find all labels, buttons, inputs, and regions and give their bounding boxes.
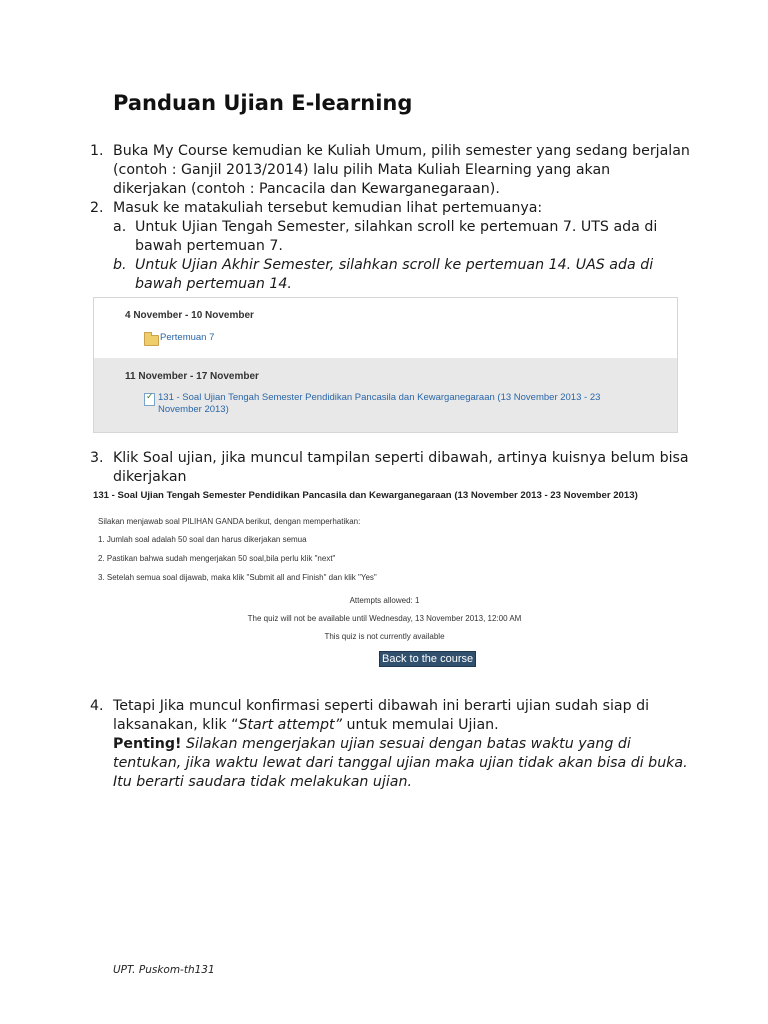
quiz-rule-1: 1. Jumlah soal adalah 50 soal dan harus dikerjakan semua xyxy=(98,535,307,544)
page-title: Panduan Ujian E-learning xyxy=(113,91,413,115)
step-3-line-1: Klik Soal ujian, jika muncul tampilan seperti dibawah, artinya kuisnya belum bisa xyxy=(113,450,689,466)
quiz-intro: Silakan menjawab soal PILIHAN GANDA berikut, dengan memperhatikan: xyxy=(98,517,361,526)
quiz-heading: 131 - Soal Ujian Tengah Semester Pendidikan Pancasila dan Kewarganegaraan (13 November 2013 - 23 November 2013) xyxy=(93,490,638,501)
quiz-link-line-2[interactable]: November 2013) xyxy=(158,404,229,415)
folder-icon xyxy=(144,335,159,346)
step-2b-line-2: bawah pertemuan 14. xyxy=(135,276,292,292)
back-to-course-button[interactable]: Back to the course xyxy=(379,651,476,667)
week-section-2 xyxy=(94,358,677,432)
step-2a-line-2: bawah pertemuan 7. xyxy=(135,238,283,254)
course-screenshot xyxy=(93,297,678,433)
step-4-line-2-post: untuk memulai Ujian. xyxy=(341,717,499,733)
attempts-allowed: Attempts allowed: 1 xyxy=(349,596,420,605)
pertemuan-7-link[interactable]: Pertemuan 7 xyxy=(160,332,215,343)
page-footer: UPT. Puskom-th131 xyxy=(113,964,215,976)
step-2-number: 2. xyxy=(90,200,104,216)
week-section-1 xyxy=(94,298,677,359)
step-2a-line-1: Untuk Ujian Tengah Semester, silahkan scroll ke pertemuan 7. UTS ada di xyxy=(135,219,658,235)
quiz-screenshot xyxy=(93,487,676,672)
step-1-line-2: (contoh : Ganjil 2013/2014) lalu pilih Mata Kuliah Elearning yang akan xyxy=(113,162,611,178)
step-1-line-3: dikerjakan (contoh : Pancacila dan Kewarganegaraan). xyxy=(113,181,500,197)
important-text-1: Silakan mengerjakan ujian sesuai dengan batas waktu yang di xyxy=(181,736,631,752)
step-4-line-2 xyxy=(113,716,499,735)
quiz-rule-2: 2. Pastikan bahwa sudah mengerjakan 50 soal,bila perlu klik "next" xyxy=(98,554,336,563)
availability-notice: The quiz will not be available until Wednesday, 13 November 2013, 12:00 AM xyxy=(247,614,522,623)
important-line-1 xyxy=(113,735,631,754)
step-1-line-1: Buka My Course kemudian ke Kuliah Umum, pilih semester yang sedang berjalan xyxy=(113,143,690,159)
week-2-title: 11 November - 17 November xyxy=(125,371,259,382)
step-4-line-1: Tetapi Jika muncul konfirmasi seperti dibawah ini berarti ujian sudah siap di xyxy=(113,698,650,714)
week-1-title: 4 November - 10 November xyxy=(125,310,254,321)
quiz-icon xyxy=(144,393,155,406)
step-3-number: 3. xyxy=(90,450,104,466)
important-line-2: tentukan, jika waktu lewat dari tanggal ujian maka ujian tidak akan bisa di buka. xyxy=(113,755,688,771)
important-line-3: Itu berarti saudara tidak melakukan ujian. xyxy=(113,774,412,790)
step-3-line-2: dikerjakan xyxy=(113,469,187,485)
important-label: Penting! xyxy=(113,736,182,752)
quiz-link-line-1[interactable]: 131 - Soal Ujian Tengah Semester Pendidikan Pancasila dan Kewarganegaraan (13 November 2013 - 23 xyxy=(158,392,601,403)
quiz-rule-3: 3. Setelah semua soal dijawab, maka klik "Submit all and Finish" dan klik "Yes" xyxy=(98,573,377,582)
start-attempt-text: Start attempt” xyxy=(238,717,342,733)
step-2b-line-1: Untuk Ujian Akhir Semester, silahkan scroll ke pertemuan 14. UAS ada di xyxy=(135,257,654,273)
step-1-number: 1. xyxy=(90,143,104,159)
step-4-line-2-pre: laksanakan, klik “ xyxy=(113,717,239,733)
step-2b-label: b. xyxy=(113,257,127,273)
quiz-status: This quiz is not currently available xyxy=(324,632,445,641)
step-4-number: 4. xyxy=(90,698,104,714)
step-2-line-1: Masuk ke matakuliah tersebut kemudian lihat pertemuanya: xyxy=(113,200,543,216)
step-2a-label: a. xyxy=(113,219,127,235)
